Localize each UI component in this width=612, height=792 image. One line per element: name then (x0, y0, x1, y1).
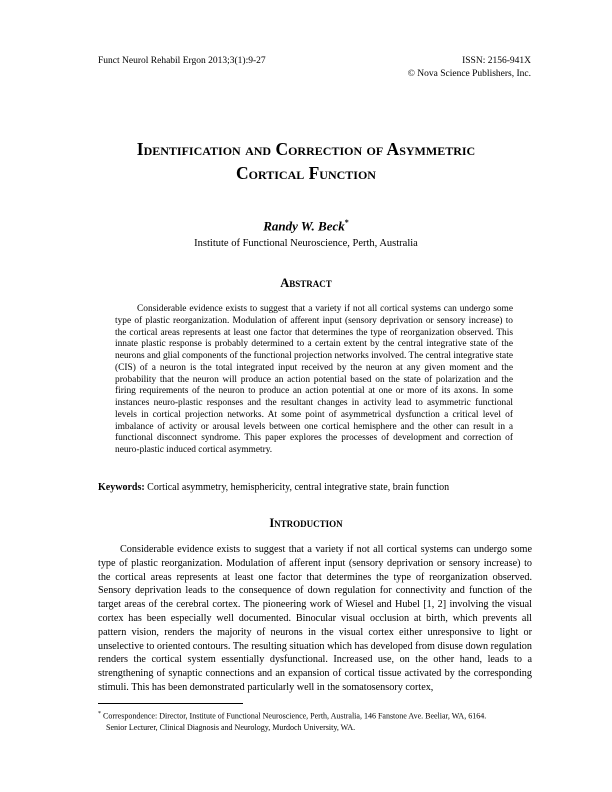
footnote-line-2: Senior Lecturer, Clinical Diagnosis and Neurology, Murdoch University, WA. (106, 722, 356, 732)
author-name: Randy W. Beck (263, 218, 345, 234)
footnote-divider (98, 703, 243, 704)
issn: ISSN: 2156-941X (462, 56, 531, 66)
publisher: © Nova Science Publishers, Inc. (407, 69, 531, 79)
abstract-heading: Abstract (280, 276, 332, 290)
keywords-label: Keywords: (98, 482, 145, 493)
title-line-2: Cortical Function (236, 163, 376, 183)
author-footnote-mark: * (344, 218, 349, 227)
footnote (98, 709, 532, 733)
paper-title (70, 137, 542, 185)
author-affiliation: Institute of Functional Neuroscience, Perth, Australia (194, 238, 418, 249)
introduction-text: Considerable evidence exists to suggest that a variety if not all cortical systems can undergo some type of plastic reorganization. Modulation of afferent input (sensory deprivation or sensory increase) to the cortical areas represents at least one factor that determines the type of reorganization observed. Sensory deprivation leads to the consequence of down regulation for connectivity and function of the target areas of the cerebral cortex. The pioneering work of Wiesel and Hubel [1, 2] involving the visual cortex has been especially well documented. Binocular visual occlusion at birth, which prevents all pattern vision, renders the majority of neurons in the visual cortex either unresponsive to light or unselective to oriented contours. The resulting situation which has developed from disuse down regulation renders the cortical system essentially dysfunctional. Increased use, on the other hand, leads to a strengthening of synaptic connections and an expansion of cortical tissue activated by the corresponding stimuli. This has been demonstrated particularly well in the somatosensory cortex, (98, 544, 532, 693)
keywords (98, 481, 528, 494)
introduction-heading: Introduction (269, 516, 343, 530)
abstract-text: Considerable evidence exists to suggest that a variety if not all cortical systems can undergo some type of plastic reorganization. Modulation of afferent input (sensory deprivation or sensory increase) to the cortical areas represents at least one factor that determines the type of reorganization observed. This innate plastic response is probably determined to a certain extent by the central integrative state of the neurons and glial components of the functional projection networks involved. The central integrative state (CIS) of a neuron is the total integrated input received by the neuron at any given moment and the probability that the neuron will produce an action potential based on the state of polarization and the firing requirements of the neuron to produce an action potential at one or more of its axons. In some instances neuro-plastic responses and the resultant changes in activity lead to asymmetric functional levels in cortical projection networks. At some point of asymmetrical dysfunction a critical level of imbalance of activity or arousal levels between one cortical hemisphere and the other can result in a functional disconnect syndrome. This paper explores the processes of development and correction of neuro-plastic induced cortical asymmetry. (115, 304, 513, 455)
keywords-text: Cortical asymmetry, hemisphericity, central integrative state, brain function (147, 482, 450, 493)
footnote-mark: * (98, 711, 101, 717)
journal-citation: Funct Neurol Rehabil Ergon 2013;3(1):9-27 (98, 56, 266, 66)
title-line-1: Identification and Correction of Asymmetric (136, 139, 476, 159)
author (0, 218, 612, 234)
footnote-line-1: Correspondence: Director, Institute of Functional Neuroscience, Perth, Australia, 146 Fanstone Ave. Beeliar, WA, 6164. (103, 711, 487, 721)
header-right (408, 55, 531, 81)
